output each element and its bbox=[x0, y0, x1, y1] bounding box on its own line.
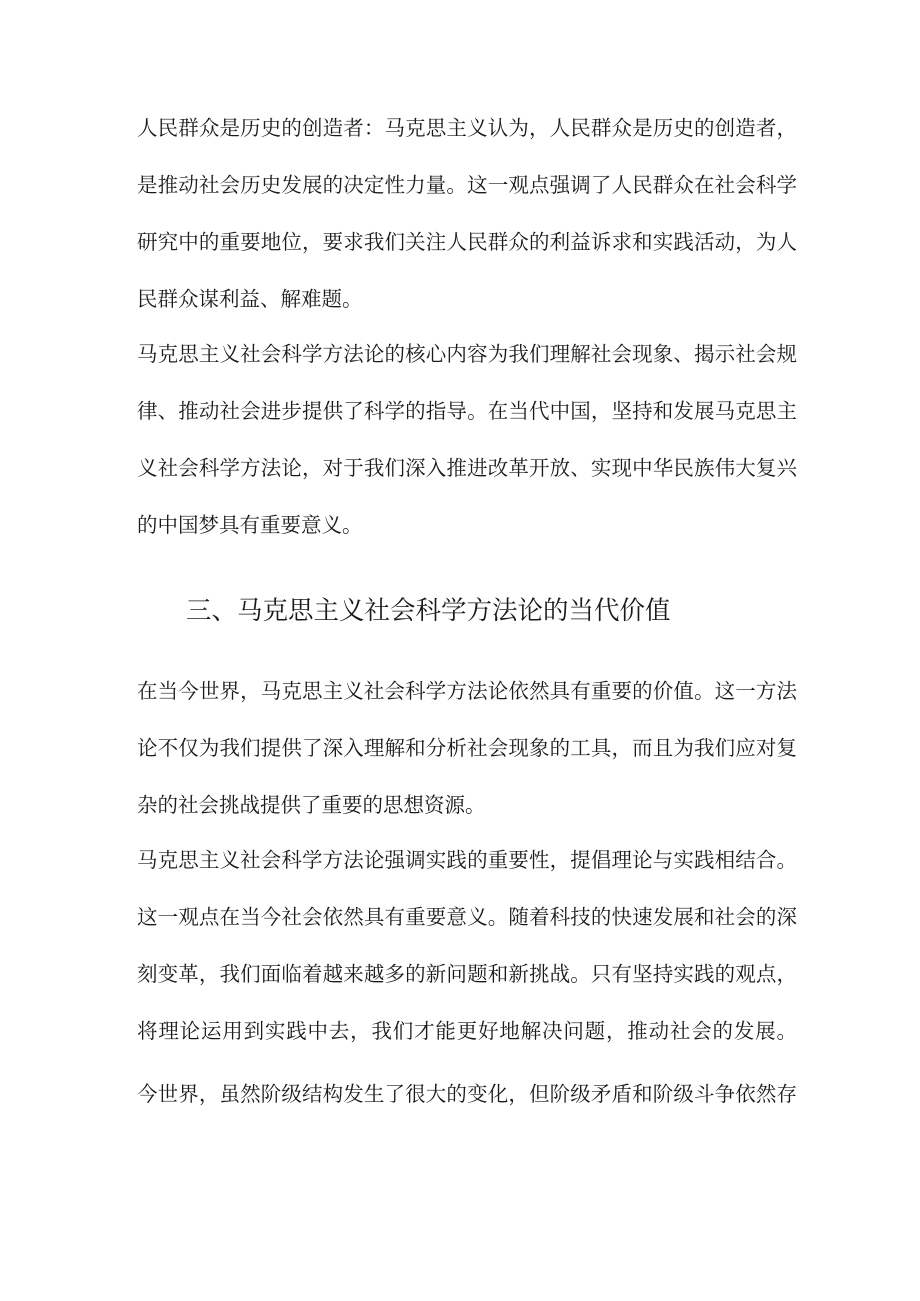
paragraph-3-line-3: 杂的社会挑战提供了重要的思想资源。 bbox=[137, 793, 486, 817]
paragraph-4-line-1: 马克思主义社会科学方法论强调实践的重要性，提倡理论与实践相结合。 bbox=[137, 848, 797, 872]
paragraph-4-line-2: 这一观点在当今社会依然具有重要意义。随着科技的快速发展和社会的深 bbox=[137, 905, 797, 929]
paragraph-1-line-4: 民群众谋利益、解难题。 bbox=[137, 287, 363, 311]
paragraph-3-line-1: 在当今世界，马克思主义社会科学方法论依然具有重要的价值。这一方法 bbox=[137, 679, 797, 703]
section-heading: 三、马克思主义社会科学方法论的当代价值 bbox=[186, 596, 671, 626]
paragraph-2-line-1: 马克思主义社会科学方法论的核心内容为我们理解社会现象、揭示社会规 bbox=[137, 342, 797, 366]
paragraph-3-line-2: 论不仅为我们提供了深入理解和分析社会现象的工具，而且为我们应对复 bbox=[137, 736, 797, 760]
paragraph-4-line-3: 刻变革，我们面临着越来越多的新问题和新挑战。只有坚持实践的观点， bbox=[137, 962, 797, 986]
paragraph-1-line-1: 人民群众是历史的创造者：马克思主义认为，人民群众是历史的创造者， bbox=[137, 116, 797, 140]
paragraph-1-line-3: 研究中的重要地位，要求我们关注人民群众的利益诉求和实践活动，为人 bbox=[137, 230, 797, 254]
paragraph-2-line-2: 律、推动社会进步提供了科学的指导。在当代中国，坚持和发展马克思主 bbox=[137, 399, 797, 423]
paragraph-5-line-1: 今世界，虽然阶级结构发生了很大的变化，但阶级矛盾和阶级斗争依然存 bbox=[137, 1082, 797, 1106]
paragraph-1-line-2: 是推动社会历史发展的决定性力量。这一观点强调了人民群众在社会科学 bbox=[137, 173, 797, 197]
paragraph-2-line-4: 的中国梦具有重要意义。 bbox=[137, 513, 363, 537]
paragraph-4-line-4: 将理论运用到实践中去，我们才能更好地解决问题，推动社会的发展。 bbox=[137, 1019, 797, 1043]
paragraph-2-line-3: 义社会科学方法论，对于我们深入推进改革开放、实现中华民族伟大复兴 bbox=[137, 456, 797, 480]
